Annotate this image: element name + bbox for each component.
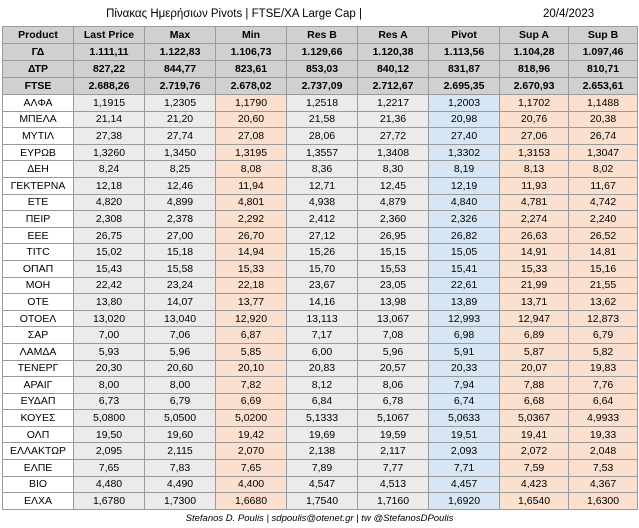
stock-row	[3, 244, 638, 261]
column-header-row	[3, 27, 638, 44]
cell-product: ΑΛΦΑ	[3, 95, 74, 112]
cell-sup-b: 1.097,46	[569, 44, 638, 61]
cell-last-price: 21,14	[74, 111, 145, 128]
cell-pivot: 2,326	[429, 211, 500, 228]
cell-max: 1.122,83	[145, 44, 216, 61]
cell-product: ΕΥΡΩΒ	[3, 144, 74, 161]
cell-last-price: 827,22	[74, 61, 145, 78]
cell-max: 20,60	[145, 360, 216, 377]
cell-sup-b: 8,02	[569, 161, 638, 178]
cell-min: 823,61	[216, 61, 287, 78]
cell-last-price: 8,24	[74, 161, 145, 178]
cell-max: 15,58	[145, 260, 216, 277]
cell-product: ΜΟΗ	[3, 277, 74, 294]
cell-sup-a: 6,68	[500, 393, 569, 410]
stock-row	[3, 443, 638, 460]
cell-res-b: 23,67	[287, 277, 358, 294]
cell-product: ΤΙΤC	[3, 244, 74, 261]
cell-res-a: 26,95	[358, 227, 429, 244]
cell-res-a: 27,72	[358, 128, 429, 145]
stock-row	[3, 310, 638, 327]
cell-pivot: 12,993	[429, 310, 500, 327]
cell-res-a: 5,1067	[358, 410, 429, 427]
cell-pivot: 19,51	[429, 426, 500, 443]
cell-pivot: 15,41	[429, 260, 500, 277]
cell-min: 22,18	[216, 277, 287, 294]
cell-sup-b: 2,240	[569, 211, 638, 228]
stock-row	[3, 360, 638, 377]
cell-pivot: 1,3302	[429, 144, 500, 161]
cell-min: 14,94	[216, 244, 287, 261]
cell-sup-b: 7,53	[569, 460, 638, 477]
cell-res-b: 15,70	[287, 260, 358, 277]
cell-sup-a: 27,06	[500, 128, 569, 145]
cell-sup-a: 1.104,28	[500, 44, 569, 61]
cell-sup-a: 11,93	[500, 177, 569, 194]
cell-sup-b: 2.653,61	[569, 78, 638, 95]
cell-res-b: 2.737,09	[287, 78, 358, 95]
cell-sup-a: 20,76	[500, 111, 569, 128]
cell-res-b: 27,12	[287, 227, 358, 244]
stock-row	[3, 161, 638, 178]
cell-res-a: 15,53	[358, 260, 429, 277]
cell-max: 7,83	[145, 460, 216, 477]
cell-res-a: 2,360	[358, 211, 429, 228]
cell-min: 15,33	[216, 260, 287, 277]
cell-product: ΔΕΗ	[3, 161, 74, 178]
cell-product: ΠΕΙΡ	[3, 211, 74, 228]
cell-res-b: 21,58	[287, 111, 358, 128]
cell-min: 1,1790	[216, 95, 287, 112]
cell-max: 27,74	[145, 128, 216, 145]
cell-max: 13,040	[145, 310, 216, 327]
cell-max: 1,3450	[145, 144, 216, 161]
cell-max: 23,24	[145, 277, 216, 294]
cell-pivot: 8,19	[429, 161, 500, 178]
cell-max: 6,79	[145, 393, 216, 410]
stock-row	[3, 128, 638, 145]
cell-sup-a: 6,89	[500, 327, 569, 344]
cell-res-b: 13,113	[287, 310, 358, 327]
cell-min: 20,60	[216, 111, 287, 128]
cell-max: 1,2305	[145, 95, 216, 112]
cell-sup-a: 5,87	[500, 343, 569, 360]
cell-min: 2,070	[216, 443, 287, 460]
index-row	[3, 78, 638, 95]
cell-min: 6,87	[216, 327, 287, 344]
cell-last-price: 5,0800	[74, 410, 145, 427]
cell-res-b: 6,84	[287, 393, 358, 410]
cell-last-price: 2,308	[74, 211, 145, 228]
col-header-product: Product	[3, 27, 74, 44]
title-row	[3, 2, 638, 27]
cell-sup-a: 1,1702	[500, 95, 569, 112]
cell-max: 27,00	[145, 227, 216, 244]
cell-min: 7,82	[216, 377, 287, 394]
stock-row	[3, 393, 638, 410]
cell-max: 21,20	[145, 111, 216, 128]
cell-res-b: 1,3557	[287, 144, 358, 161]
col-header-max: Max	[145, 27, 216, 44]
cell-product: FTSE	[3, 78, 74, 95]
cell-last-price: 7,00	[74, 327, 145, 344]
cell-sup-b: 2,048	[569, 443, 638, 460]
cell-max: 8,25	[145, 161, 216, 178]
cell-sup-a: 21,99	[500, 277, 569, 294]
cell-last-price: 1,1915	[74, 95, 145, 112]
cell-res-a: 1,7160	[358, 493, 429, 510]
index-row	[3, 44, 638, 61]
cell-res-b: 6,00	[287, 343, 358, 360]
cell-product: ΟΛΠ	[3, 426, 74, 443]
cell-res-a: 6,78	[358, 393, 429, 410]
cell-max: 7,06	[145, 327, 216, 344]
cell-product: ΤΕΝΕΡΓ	[3, 360, 74, 377]
cell-product: ΓΕΚΤΕΡΝΑ	[3, 177, 74, 194]
cell-product: ΜΠΕΛΑ	[3, 111, 74, 128]
cell-sup-b: 13,62	[569, 294, 638, 311]
cell-sup-b: 6,64	[569, 393, 638, 410]
cell-last-price: 2.688,26	[74, 78, 145, 95]
cell-pivot: 6,74	[429, 393, 500, 410]
cell-max: 2,115	[145, 443, 216, 460]
sheet-date: 20/4/2023	[500, 2, 638, 27]
footer-table	[2, 510, 637, 528]
cell-product: ΕΕΕ	[3, 227, 74, 244]
cell-res-a: 2.712,67	[358, 78, 429, 95]
cell-res-b: 7,89	[287, 460, 358, 477]
cell-last-price: 4,480	[74, 476, 145, 493]
stock-row	[3, 194, 638, 211]
cell-sup-b: 1,6300	[569, 493, 638, 510]
cell-min: 13,77	[216, 294, 287, 311]
cell-sup-b: 11,67	[569, 177, 638, 194]
cell-sup-a: 1,6540	[500, 493, 569, 510]
cell-res-a: 2,117	[358, 443, 429, 460]
cell-last-price: 5,93	[74, 343, 145, 360]
cell-sup-b: 15,16	[569, 260, 638, 277]
cell-res-a: 4,879	[358, 194, 429, 211]
cell-last-price: 1,3260	[74, 144, 145, 161]
cell-res-b: 4,938	[287, 194, 358, 211]
cell-last-price: 20,30	[74, 360, 145, 377]
cell-res-b: 2,138	[287, 443, 358, 460]
cell-min: 2,292	[216, 211, 287, 228]
cell-sup-a: 818,96	[500, 61, 569, 78]
cell-product: ΟΤΕ	[3, 294, 74, 311]
col-header-min: Min	[216, 27, 287, 44]
cell-sup-b: 1,3047	[569, 144, 638, 161]
cell-max: 8,00	[145, 377, 216, 394]
cell-res-a: 1,3408	[358, 144, 429, 161]
cell-sup-a: 7,88	[500, 377, 569, 394]
cell-res-b: 14,16	[287, 294, 358, 311]
cell-product: ΕΛΠΕ	[3, 460, 74, 477]
cell-sup-b: 4,9933	[569, 410, 638, 427]
cell-pivot: 2,093	[429, 443, 500, 460]
cell-max: 844,77	[145, 61, 216, 78]
cell-res-b: 853,03	[287, 61, 358, 78]
cell-last-price: 19,50	[74, 426, 145, 443]
cell-sup-a: 4,781	[500, 194, 569, 211]
cell-product: ΓΔ	[3, 44, 74, 61]
cell-res-a: 23,05	[358, 277, 429, 294]
cell-res-a: 15,15	[358, 244, 429, 261]
cell-last-price: 1.111,11	[74, 44, 145, 61]
cell-min: 4,801	[216, 194, 287, 211]
col-header-pivot: Pivot	[429, 27, 500, 44]
cell-product: ΕΛΛΑΚΤΩΡ	[3, 443, 74, 460]
stock-row	[3, 144, 638, 161]
cell-pivot: 20,33	[429, 360, 500, 377]
stock-row	[3, 211, 638, 228]
cell-sup-b: 4,367	[569, 476, 638, 493]
cell-pivot: 4,840	[429, 194, 500, 211]
cell-last-price: 6,73	[74, 393, 145, 410]
cell-last-price: 1,6780	[74, 493, 145, 510]
cell-sup-b: 26,52	[569, 227, 638, 244]
cell-res-b: 28,06	[287, 128, 358, 145]
cell-product: ΛΑΜΔΑ	[3, 343, 74, 360]
cell-max: 19,60	[145, 426, 216, 443]
col-header-res-a: Res A	[358, 27, 429, 44]
cell-max: 1,7300	[145, 493, 216, 510]
cell-res-b: 5,1333	[287, 410, 358, 427]
cell-max: 2,378	[145, 211, 216, 228]
cell-pivot: 7,94	[429, 377, 500, 394]
stock-row	[3, 111, 638, 128]
col-header-sup-a: Sup A	[500, 27, 569, 44]
cell-max: 12,46	[145, 177, 216, 194]
cell-sup-a: 19,41	[500, 426, 569, 443]
col-header-res-b: Res B	[287, 27, 358, 44]
cell-max: 5,96	[145, 343, 216, 360]
cell-pivot: 831,87	[429, 61, 500, 78]
cell-sup-b: 4,742	[569, 194, 638, 211]
cell-res-a: 8,30	[358, 161, 429, 178]
cell-product: ΕΤΕ	[3, 194, 74, 211]
cell-min: 5,0200	[216, 410, 287, 427]
cell-min: 12,920	[216, 310, 287, 327]
cell-min: 11,94	[216, 177, 287, 194]
stock-row	[3, 410, 638, 427]
col-header-sup-b: Sup B	[569, 27, 638, 44]
cell-min: 7,65	[216, 460, 287, 477]
cell-res-b: 2,412	[287, 211, 358, 228]
cell-last-price: 12,18	[74, 177, 145, 194]
cell-min: 19,42	[216, 426, 287, 443]
cell-sup-a: 2.670,93	[500, 78, 569, 95]
cell-pivot: 26,82	[429, 227, 500, 244]
cell-max: 2.719,76	[145, 78, 216, 95]
cell-pivot: 2.695,35	[429, 78, 500, 95]
cell-pivot: 12,19	[429, 177, 500, 194]
cell-res-a: 1,2217	[358, 95, 429, 112]
cell-sup-b: 19,83	[569, 360, 638, 377]
cell-sup-b: 6,79	[569, 327, 638, 344]
cell-pivot: 5,91	[429, 343, 500, 360]
pivots-sheet	[2, 2, 637, 528]
cell-min: 1.106,73	[216, 44, 287, 61]
stock-row	[3, 377, 638, 394]
cell-sup-b: 5,82	[569, 343, 638, 360]
cell-min: 20,10	[216, 360, 287, 377]
cell-pivot: 6,98	[429, 327, 500, 344]
cell-sup-a: 14,91	[500, 244, 569, 261]
stock-row	[3, 95, 638, 112]
stock-row	[3, 426, 638, 443]
cell-min: 1,6680	[216, 493, 287, 510]
cell-res-a: 1.120,38	[358, 44, 429, 61]
index-row	[3, 61, 638, 78]
cell-sup-b: 26,74	[569, 128, 638, 145]
cell-sup-a: 2,274	[500, 211, 569, 228]
cell-pivot: 1,6920	[429, 493, 500, 510]
stock-row	[3, 493, 638, 510]
cell-pivot: 5,0633	[429, 410, 500, 427]
cell-pivot: 20,98	[429, 111, 500, 128]
cell-res-a: 7,08	[358, 327, 429, 344]
cell-res-a: 8,06	[358, 377, 429, 394]
cell-sup-b: 810,71	[569, 61, 638, 78]
cell-min: 1,3195	[216, 144, 287, 161]
cell-res-b: 1.129,66	[287, 44, 358, 61]
stock-row	[3, 327, 638, 344]
cell-sup-a: 7,59	[500, 460, 569, 477]
cell-res-b: 19,69	[287, 426, 358, 443]
cell-pivot: 1,2003	[429, 95, 500, 112]
cell-sup-b: 7,76	[569, 377, 638, 394]
cell-res-a: 7,77	[358, 460, 429, 477]
cell-sup-b: 19,33	[569, 426, 638, 443]
cell-sup-b: 21,55	[569, 277, 638, 294]
cell-sup-b: 14,81	[569, 244, 638, 261]
cell-min: 2.678,02	[216, 78, 287, 95]
stock-row	[3, 343, 638, 360]
cell-res-a: 13,067	[358, 310, 429, 327]
stock-row	[3, 277, 638, 294]
cell-min: 5,85	[216, 343, 287, 360]
cell-res-a: 5,96	[358, 343, 429, 360]
cell-max: 15,18	[145, 244, 216, 261]
cell-sup-a: 13,71	[500, 294, 569, 311]
cell-product: ΟΠΑΠ	[3, 260, 74, 277]
cell-pivot: 22,61	[429, 277, 500, 294]
cell-res-a: 12,45	[358, 177, 429, 194]
pivots-table	[2, 2, 638, 510]
cell-last-price: 15,43	[74, 260, 145, 277]
cell-sup-b: 20,38	[569, 111, 638, 128]
cell-sup-a: 4,423	[500, 476, 569, 493]
cell-res-b: 15,26	[287, 244, 358, 261]
cell-last-price: 15,02	[74, 244, 145, 261]
cell-sup-a: 26,63	[500, 227, 569, 244]
cell-res-b: 1,7540	[287, 493, 358, 510]
cell-min: 8,08	[216, 161, 287, 178]
cell-product: ΕΛΧΑ	[3, 493, 74, 510]
cell-pivot: 15,05	[429, 244, 500, 261]
cell-sup-a: 12,947	[500, 310, 569, 327]
cell-product: ΟΤΟΕΛ	[3, 310, 74, 327]
cell-last-price: 22,42	[74, 277, 145, 294]
cell-product: ΜΥΤΙΛ	[3, 128, 74, 145]
cell-pivot: 7,71	[429, 460, 500, 477]
cell-max: 4,490	[145, 476, 216, 493]
stock-row	[3, 227, 638, 244]
cell-product: ΒΙΟ	[3, 476, 74, 493]
cell-res-b: 7,17	[287, 327, 358, 344]
cell-last-price: 13,80	[74, 294, 145, 311]
cell-last-price: 7,65	[74, 460, 145, 477]
cell-res-a: 13,98	[358, 294, 429, 311]
stock-row	[3, 294, 638, 311]
cell-sup-a: 5,0367	[500, 410, 569, 427]
cell-min: 6,69	[216, 393, 287, 410]
cell-res-b: 20,83	[287, 360, 358, 377]
stock-row	[3, 460, 638, 477]
cell-res-b: 12,71	[287, 177, 358, 194]
cell-res-a: 4,513	[358, 476, 429, 493]
cell-sup-b: 12,873	[569, 310, 638, 327]
cell-pivot: 4,457	[429, 476, 500, 493]
cell-min: 27,08	[216, 128, 287, 145]
cell-pivot: 13,89	[429, 294, 500, 311]
cell-last-price: 13,020	[74, 310, 145, 327]
cell-product: ΑΡΑΙΓ	[3, 377, 74, 394]
cell-max: 4,899	[145, 194, 216, 211]
cell-product: ΕΥΔΑΠ	[3, 393, 74, 410]
stock-row	[3, 476, 638, 493]
cell-pivot: 27,40	[429, 128, 500, 145]
cell-min: 26,70	[216, 227, 287, 244]
cell-res-a: 19,59	[358, 426, 429, 443]
cell-sup-a: 15,33	[500, 260, 569, 277]
cell-res-b: 8,12	[287, 377, 358, 394]
stock-row	[3, 260, 638, 277]
stock-row	[3, 177, 638, 194]
cell-product: ΔΤΡ	[3, 61, 74, 78]
cell-sup-a: 1,3153	[500, 144, 569, 161]
cell-sup-a: 20,07	[500, 360, 569, 377]
cell-last-price: 27,38	[74, 128, 145, 145]
cell-pivot: 1.113,56	[429, 44, 500, 61]
cell-last-price: 4,820	[74, 194, 145, 211]
cell-product: ΚΟΥΕΣ	[3, 410, 74, 427]
sheet-title: Πίνακας Ημερήσιων Pivots | FTSE/XA Large Cap |	[3, 2, 429, 27]
cell-last-price: 26,75	[74, 227, 145, 244]
cell-last-price: 2,095	[74, 443, 145, 460]
cell-res-b: 8,36	[287, 161, 358, 178]
cell-product: ΣΑΡ	[3, 327, 74, 344]
cell-sup-a: 8,13	[500, 161, 569, 178]
cell-res-a: 840,12	[358, 61, 429, 78]
cell-last-price: 8,00	[74, 377, 145, 394]
cell-res-a: 20,57	[358, 360, 429, 377]
cell-min: 4,400	[216, 476, 287, 493]
cell-res-b: 4,547	[287, 476, 358, 493]
cell-sup-a: 2,072	[500, 443, 569, 460]
cell-sup-b: 1,1488	[569, 95, 638, 112]
cell-res-a: 21,36	[358, 111, 429, 128]
cell-max: 5,0500	[145, 410, 216, 427]
cell-max: 14,07	[145, 294, 216, 311]
col-header-last-price: Last Price	[74, 27, 145, 44]
cell-res-b: 1,2518	[287, 95, 358, 112]
footer-credit: Stefanos D. Poulis | sdpoulis@otenet.gr | tw @StefanosDPoulis	[185, 512, 454, 524]
